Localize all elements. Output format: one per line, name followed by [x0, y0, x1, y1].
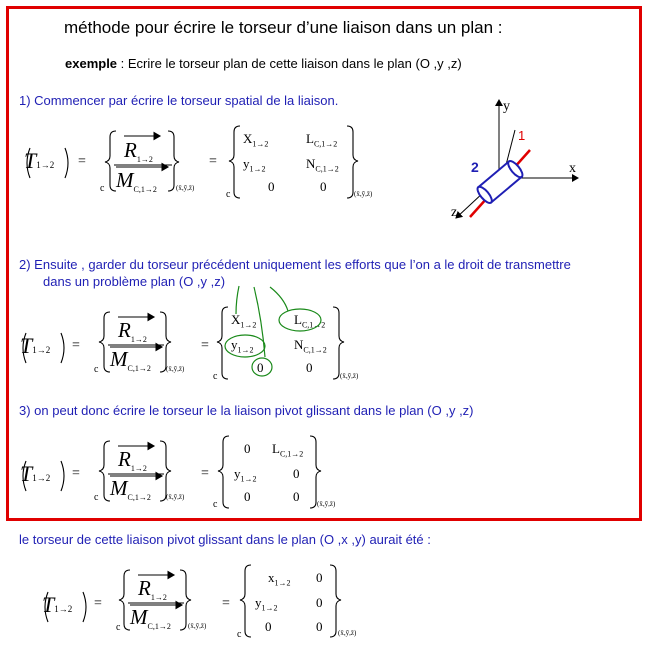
part-1-label: 1	[518, 128, 526, 143]
page-title: méthode pour écrire le torseur d’une liaison dans un plan :	[64, 18, 503, 37]
point-c: c	[94, 364, 99, 375]
cell-y: $y_{1\to 2}$	[234, 466, 257, 484]
torseur-symbol: T1→2	[20, 333, 51, 358]
step-2-cont: dans un problème plan (O ,y ,z)	[43, 274, 226, 289]
equals-sign: =	[72, 466, 80, 481]
equals-sign: =	[222, 596, 230, 611]
resultant-R: $R_{1\to 2}$	[118, 318, 147, 345]
moment-M: $M_{C,1\to 2}$	[116, 168, 157, 195]
step-4: le torseur de cette liaison pivot glissant dans le plan (O ,x ,y) aurait été :	[19, 532, 431, 547]
brace-right	[160, 441, 171, 501]
step-2: 2) Ensuite , garder du torseur précédent uniquement les efforts que l’on a le droit de transmettre	[19, 257, 571, 272]
paren-right	[65, 148, 68, 178]
cell-zero: 0	[316, 570, 323, 585]
point-c: c	[116, 622, 121, 633]
brace-right	[168, 131, 179, 191]
moment-M: $M_{C,1\to 2}$	[110, 476, 151, 503]
cylinder-icon	[475, 159, 525, 205]
liaison-figure	[456, 100, 578, 218]
cell-zero: 0	[306, 360, 313, 375]
resultant-R: $R_{1\to 2}$	[118, 447, 147, 474]
equals-sign: =	[201, 338, 209, 353]
basis-label: (x̄,ȳ,z̄)	[166, 493, 185, 501]
part-2-label: 2	[471, 159, 479, 175]
cell-y: $y_{1\to 2}$	[243, 156, 266, 174]
brace-left	[119, 570, 130, 630]
example-label: exemple	[65, 56, 118, 71]
highlight-line	[236, 286, 239, 314]
cell-zero: 0	[293, 489, 300, 504]
cell-X: $X_{1\to 2}$	[243, 131, 269, 149]
paren-left	[23, 461, 26, 491]
highlight-circle	[252, 358, 272, 376]
highlight-line	[270, 287, 288, 311]
highlight-circle	[279, 309, 321, 331]
matrix-brace-left	[229, 126, 240, 198]
cell-zero: 0	[320, 179, 327, 194]
cell-L: $L_{C,1\to 2}$	[306, 131, 338, 149]
axis-z-label: z	[451, 205, 458, 220]
paren-right	[61, 333, 64, 363]
part-1-line	[506, 130, 515, 165]
point-c: c	[226, 189, 231, 200]
equals-sign: =	[201, 466, 209, 481]
basis-label: (x̄,ȳ,z̄)	[166, 365, 185, 373]
moment-M: $M_{C,1\to 2}$	[130, 605, 171, 632]
brace-left	[105, 131, 116, 191]
torseur-symbol: T1→2	[20, 461, 51, 486]
basis-label: (x̄,ȳ,z̄)	[317, 500, 336, 508]
matrix-brace-right	[310, 436, 321, 508]
step-1: 1) Commencer par écrire le torseur spatial de la liaison.	[19, 93, 339, 108]
axis-x-label: x	[569, 161, 576, 176]
cell-y: $y_{1\to 2}$	[255, 595, 278, 613]
paren-right	[61, 461, 64, 491]
axis-y-label: y	[503, 99, 510, 114]
brace-left	[99, 312, 110, 372]
equals-sign: =	[72, 338, 80, 353]
cell-zero: 0	[268, 179, 275, 194]
cell-x: $x_{1\to 2}$	[268, 570, 291, 588]
highlight-circle	[225, 335, 265, 357]
brace-right	[160, 312, 171, 372]
highlight-line	[254, 287, 265, 357]
moment-M: $M_{C,1\to 2}$	[110, 347, 151, 374]
equals-sign: =	[78, 154, 86, 169]
point-c: c	[237, 629, 242, 640]
resultant-R: $R_{1\to 2}$	[124, 138, 153, 165]
matrix-brace-left	[218, 436, 229, 508]
resultant-R: $R_{1\to 2}$	[138, 576, 167, 603]
basis-label: (x̄,ȳ,z̄)	[338, 629, 357, 637]
cell-zero: 0	[265, 619, 272, 634]
point-c: c	[213, 371, 218, 382]
cell-zero: 0	[257, 360, 264, 375]
cell-zero: 0	[316, 595, 323, 610]
cell-L: $L_{C,1\to 2}$	[294, 312, 326, 330]
basis-label: (x̄,ȳ,z̄)	[176, 184, 195, 192]
basis-label: (x̄,ȳ,z̄)	[340, 372, 359, 380]
torseur-symbol: T1→2	[24, 148, 55, 173]
cell-N: $N_{C,1\to 2}$	[306, 156, 339, 174]
paren-right	[83, 592, 86, 622]
point-c: c	[94, 492, 99, 503]
cell-zero: 0	[293, 466, 300, 481]
brace-left	[99, 441, 110, 501]
cell-zero: 0	[244, 489, 251, 504]
matrix-brace-right	[347, 126, 358, 198]
cell-L: $L_{C,1\to 2}$	[272, 441, 304, 459]
highlight-group	[225, 286, 321, 376]
paren-left	[27, 148, 30, 178]
torseur-symbol: T1→2	[42, 592, 73, 617]
step-3: 3) on peut donc écrire le torseur le la liaison pivot glissant dans le plan (O ,y ,z)	[19, 403, 474, 418]
cell-N: $N_{C,1\to 2}$	[294, 337, 327, 355]
cell-zero: 0	[316, 619, 323, 634]
cell-y: $y_{1\to 2}$	[231, 337, 254, 355]
paren-left	[45, 592, 48, 622]
matrix-brace-right	[330, 565, 341, 637]
example-text: : Ecrire le torseur plan de cette liaison dans le plan (O ,y ,z)	[117, 56, 462, 71]
equals-sign: =	[209, 154, 217, 169]
basis-label: (x̄,ȳ,z̄)	[354, 190, 373, 198]
cell-zero: 0	[244, 441, 251, 456]
brace-right	[180, 570, 191, 630]
matrix-brace-left	[240, 565, 251, 637]
paren-left	[23, 333, 26, 363]
cell-X: $X_{1\to 2}$	[231, 312, 257, 330]
point-c: c	[100, 183, 105, 194]
matrix-brace-right	[333, 307, 344, 379]
point-c: c	[213, 499, 218, 510]
basis-label: (x̄,ȳ,z̄)	[188, 622, 207, 630]
equals-sign: =	[94, 596, 102, 611]
